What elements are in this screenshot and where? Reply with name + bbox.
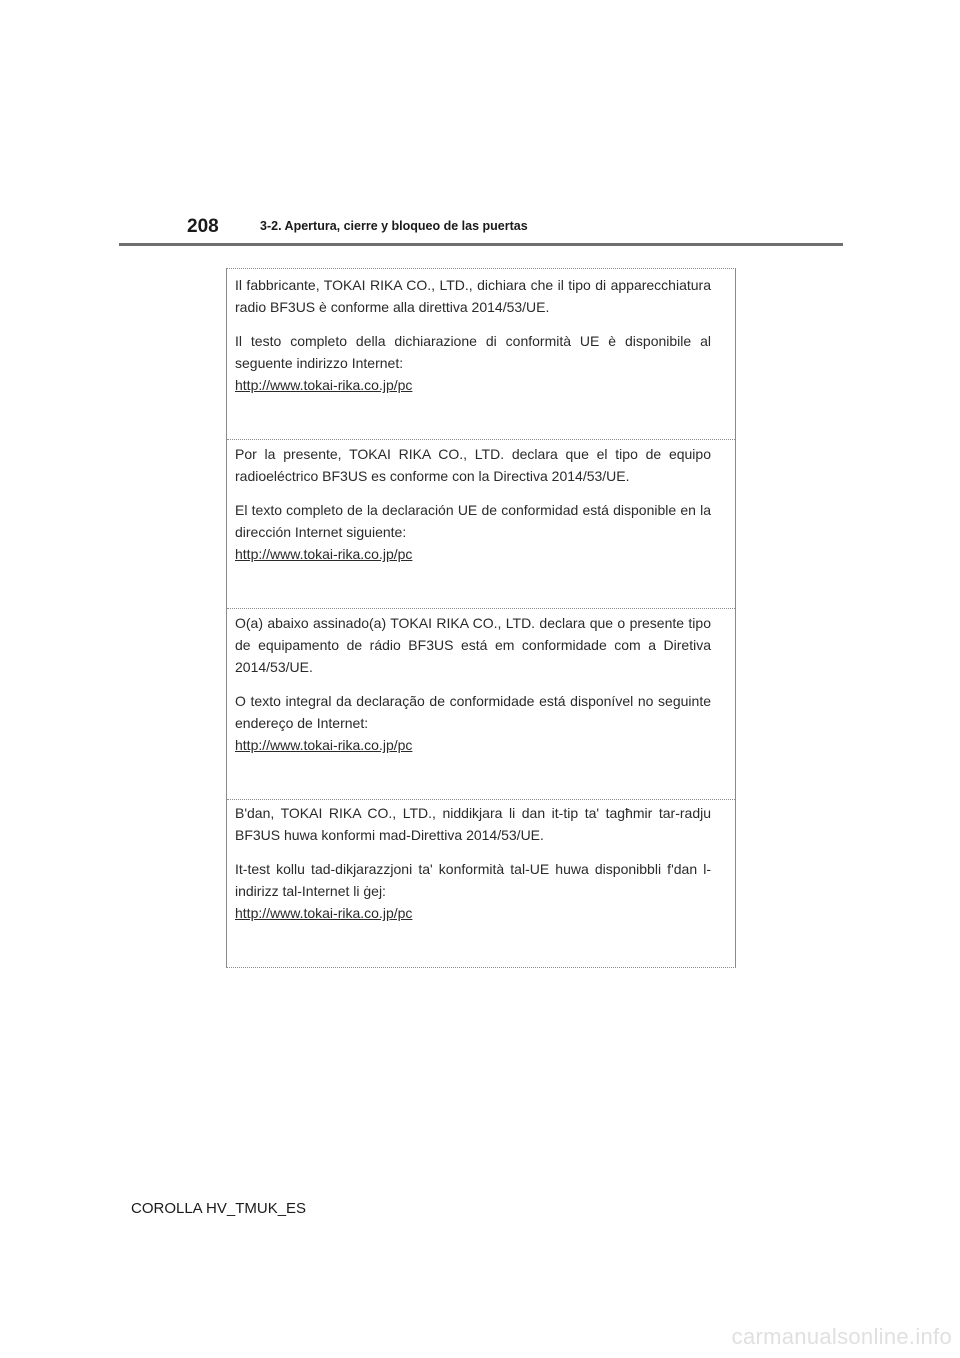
section-divider	[227, 799, 735, 800]
section-title: 3-2. Apertura, cierre y bloqueo de las puertas	[260, 219, 528, 233]
footer-document-code: COROLLA HV_TMUK_ES	[131, 1200, 307, 1217]
header-rule	[119, 243, 843, 246]
declaration-paragraph: O(a) abaixo assinado(a) TOKAI RIKA CO., LTD. declara que o presente tipo de equipamento de rádio BF3US está em conformidade com a Diretiva 2014/53/UE.	[235, 615, 711, 675]
declaration-portuguese	[227, 612, 735, 756]
declaration-link[interactable]: http://www.tokai-rika.co.jp/pc	[235, 377, 413, 393]
declaration-italian	[227, 274, 735, 396]
declaration-paragraph: Il testo completo della dichiarazione di conformità UE è disponibile al seguente indirizzo Internet:	[235, 333, 711, 371]
declaration-paragraph: It-test kollu tad-dikjarazzjoni ta' konformità tal-UE huwa disponibbli f'dan l-indirizz tal-Internet li ġej:	[235, 861, 711, 899]
declaration-paragraph: B'dan, TOKAI RIKA CO., LTD., niddikjara li dan it-tip ta' tagħmir tar-radju BF3US huwa konformi mad-Direttiva 2014/53/UE.	[235, 805, 711, 843]
declaration-link[interactable]: http://www.tokai-rika.co.jp/pc	[235, 905, 413, 921]
declaration-paragraph: O texto integral da declaração de conformidade está disponível no seguinte endereço de Internet:	[235, 693, 711, 731]
page-number: 208	[187, 216, 219, 237]
section-divider	[227, 608, 735, 609]
watermark: carmanualsonline.info	[731, 1324, 952, 1349]
declaration-maltese	[227, 802, 735, 924]
declaration-paragraph: Il fabbricante, TOKAI RIKA CO., LTD., dichiara che il tipo di apparecchiatura radio BF3US è conforme alla direttiva 2014/53/UE.	[235, 277, 711, 315]
declaration-paragraph: Por la presente, TOKAI RIKA CO., LTD. declara que el tipo de equipo radioeléctrico BF3US es conforme con la Directiva 2014/53/UE.	[235, 446, 711, 484]
declaration-paragraph: El texto completo de la declaración UE de conformidad está disponible en la dirección Internet siguiente:	[235, 502, 711, 540]
declaration-link[interactable]: http://www.tokai-rika.co.jp/pc	[235, 546, 413, 562]
declaration-spanish	[227, 443, 735, 565]
declaration-link[interactable]: http://www.tokai-rika.co.jp/pc	[235, 737, 413, 753]
declaration-box	[226, 268, 736, 968]
section-divider	[227, 439, 735, 440]
